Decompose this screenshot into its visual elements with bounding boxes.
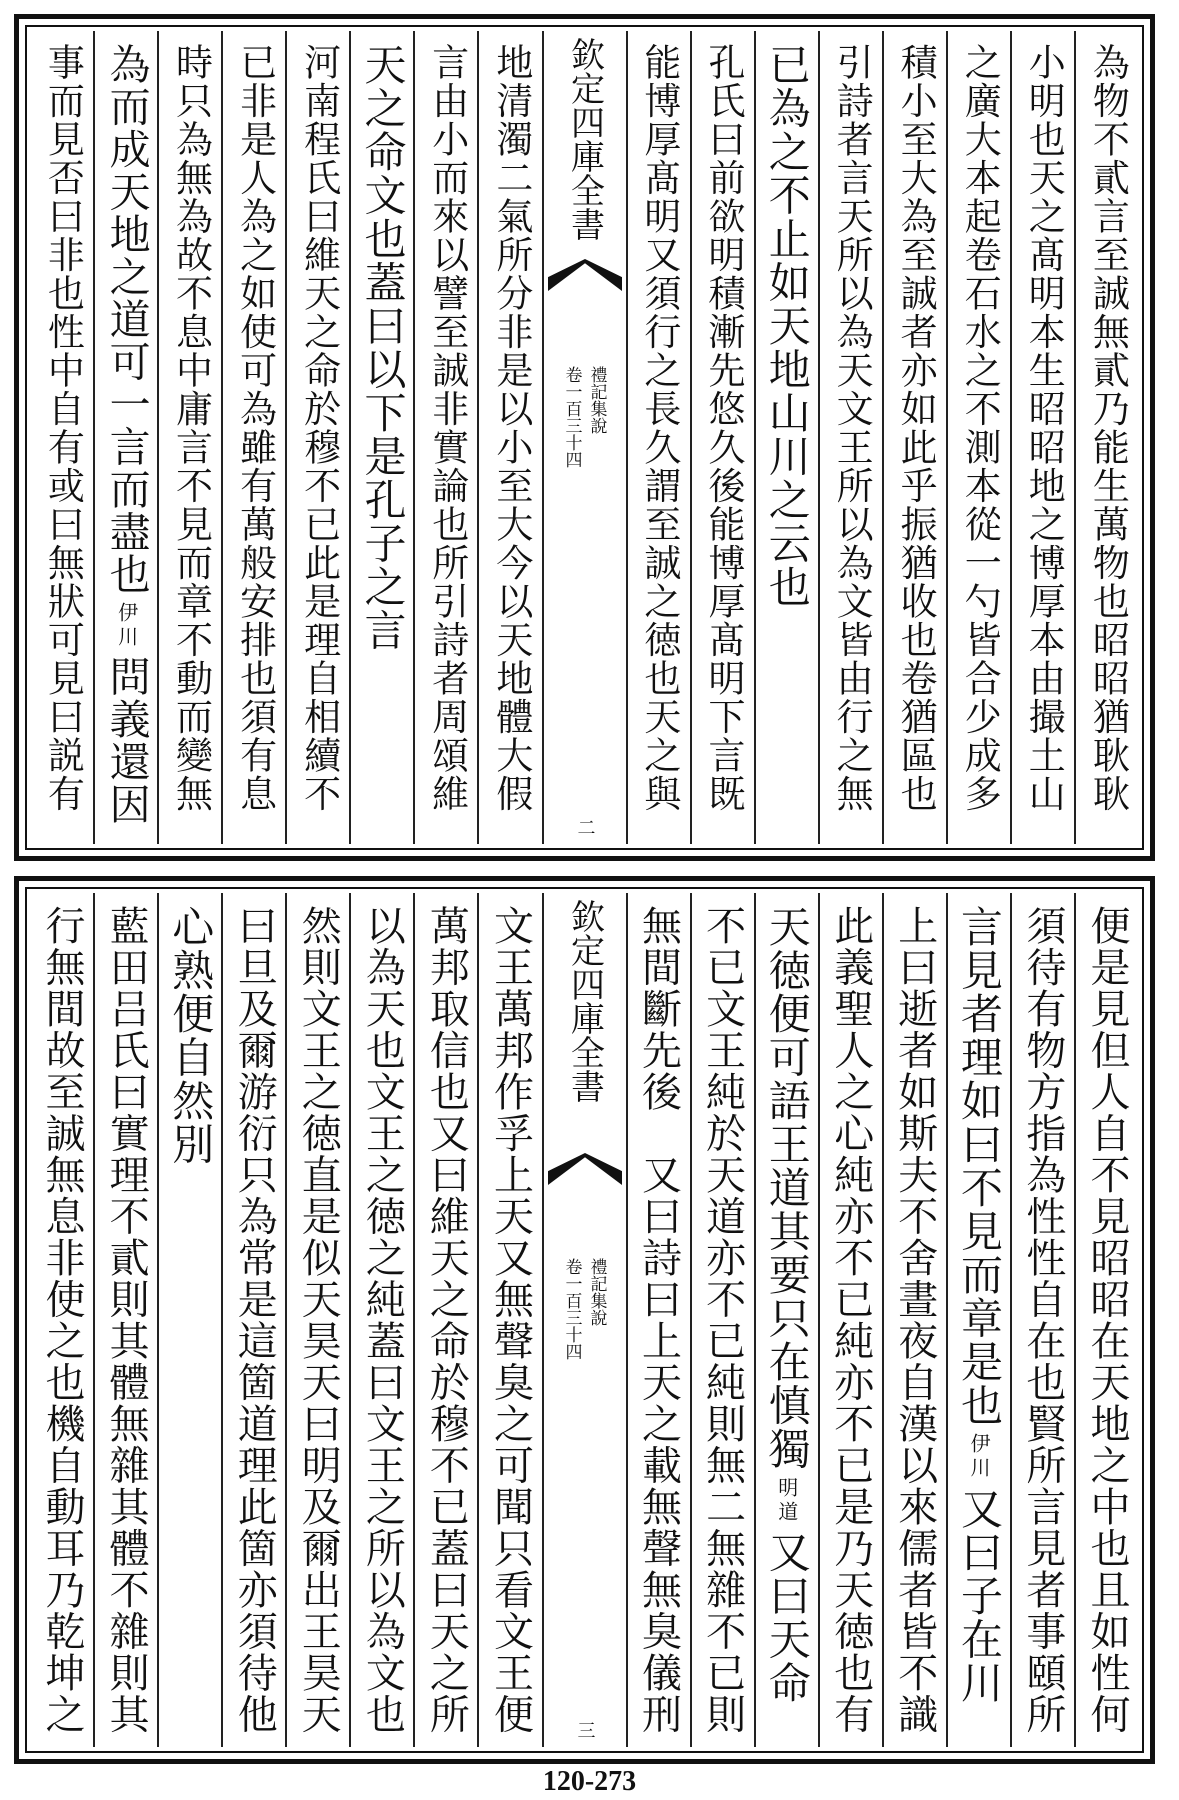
text-column <box>754 31 818 844</box>
column-text-continued: 又曰子在川 <box>954 1487 1004 1705</box>
column-text: 河南程氏曰維天之命於穆不已此是理自相續不 <box>297 43 341 813</box>
text-line <box>170 43 211 813</box>
column-text: 心熟便自然別 <box>166 905 216 1166</box>
text-line <box>894 43 938 813</box>
column-text: 已為之不止如天地山川之云也 <box>762 43 812 609</box>
text-line <box>298 43 339 813</box>
column-text: 無間斷先後 又曰詩曰上天之載無聲無臭儀刑 <box>635 905 682 1735</box>
page-panel-upper <box>14 14 1155 861</box>
text-line <box>358 43 408 652</box>
column-text: 以為天也文王之徳之純蓋曰文王之所以為文也 <box>359 905 406 1735</box>
column-text: 萬邦取信也又曰維天之命於穆不已蓋曰天之所 <box>423 905 470 1735</box>
text-column <box>690 31 754 844</box>
text-line <box>701 905 745 1735</box>
text-line <box>637 905 681 1735</box>
text-column <box>349 893 413 1747</box>
page-number: 120-273 <box>542 1766 637 1797</box>
fish-tail-mark <box>548 1153 622 1185</box>
text-column <box>157 893 221 1747</box>
text-column <box>1010 893 1074 1747</box>
column-text: 文王萬邦作孚上天又無聲臭之可聞只看文王便 <box>487 905 534 1735</box>
folio-number: 三 <box>574 1721 596 1739</box>
text-line <box>488 905 532 1735</box>
folio-number: 二 <box>574 818 596 836</box>
text-column <box>882 31 946 844</box>
column-text: 藍田吕氏曰實理不貳則其體無雜其體不雜則其 <box>103 905 150 1735</box>
volume-info <box>560 366 610 468</box>
text-column <box>413 893 477 1747</box>
text-line <box>234 43 275 813</box>
text-line <box>40 905 84 1735</box>
text-column <box>221 31 285 844</box>
text-line <box>959 43 1000 813</box>
column-text: 引詩者言天所以為天文王所以為文皆由行之無 <box>830 43 874 813</box>
text-line <box>830 43 874 813</box>
text-column <box>93 31 157 844</box>
column-text: 天徳便可語王道其要只在慎獨 <box>762 905 812 1471</box>
text-line <box>426 43 467 813</box>
column-text: 事而見否曰非也性中自有或曰無狀可見曰説有 <box>41 43 85 813</box>
text-line <box>956 905 1002 1705</box>
column-text: 小明也天之髙明本生昭昭地之博厚本由撮土山 <box>1022 43 1066 813</box>
column-text: 此義聖人之心純亦不已純亦不已是乃天徳也有 <box>827 905 874 1735</box>
text-column <box>946 31 1010 844</box>
annotation-note: 伊川 <box>966 1433 991 1481</box>
page-panel-lower <box>14 876 1155 1764</box>
book-name: 禮記集說 <box>586 1258 607 1326</box>
text-column <box>1074 893 1138 1747</box>
page-center-column <box>542 893 626 1747</box>
text-line <box>1085 905 1129 1735</box>
column-text: 為物不貳言至誠無貳乃能生萬物也昭昭猶耿耿 <box>1086 43 1130 813</box>
column-text: 為而成天地之道可一言而盡也 <box>102 43 151 596</box>
column-group <box>31 31 1138 844</box>
text-line <box>166 905 216 1166</box>
text-line <box>424 905 468 1735</box>
page-center-column <box>542 31 626 844</box>
volume-info <box>560 1258 610 1360</box>
annotation-note: 伊川 <box>114 601 139 650</box>
column-text: 行無間故至誠無息非使之也機自動耳乃乾坤之 <box>39 905 86 1735</box>
column-text: 言由小而來以譬至誠非實論也所引詩者周頌維 <box>425 43 469 813</box>
text-line <box>764 43 810 609</box>
text-line <box>638 43 679 813</box>
book-caption: 欽定四庫全書 <box>564 899 605 1103</box>
column-text: 上曰逝者如斯夫不舍晝夜自漢以來儒者皆不識 <box>891 905 938 1735</box>
text-column <box>93 893 157 1747</box>
text-line <box>702 43 743 813</box>
column-text: 能博厚髙明又須行之長久謂至誠之徳也天之與 <box>637 43 681 813</box>
text-line <box>296 905 340 1735</box>
book-name: 禮記集說 <box>586 366 607 434</box>
text-column <box>477 893 541 1747</box>
text-column <box>31 31 93 844</box>
text-column <box>157 31 221 844</box>
column-text: 不已文王純於天道亦不已純則無二無雜不已則 <box>699 905 746 1735</box>
column-text: 天之命文也蓋曰以下是孔子之言 <box>358 43 408 652</box>
text-line <box>1087 43 1128 813</box>
text-column <box>221 893 285 1747</box>
column-text: 孔氏曰前欲明積漸先悠久後能博厚髙明下言既 <box>701 43 745 813</box>
text-column <box>31 893 93 1747</box>
text-column <box>818 893 882 1747</box>
text-line <box>490 43 531 813</box>
text-column <box>626 31 690 844</box>
text-line <box>360 905 404 1735</box>
text-line <box>42 43 83 813</box>
text-column <box>413 31 477 844</box>
text-line <box>1021 905 1065 1735</box>
column-text: 地清濁二氣所分非是以小至大今以天地體大假 <box>489 43 533 813</box>
text-column <box>626 893 690 1747</box>
text-column <box>1010 31 1074 844</box>
text-column <box>477 31 541 844</box>
text-column <box>349 31 413 844</box>
column-group <box>31 893 1138 1747</box>
column-text: 積小至大為至誠者亦如此乎振猶收也卷猶區也 <box>894 43 938 813</box>
text-column <box>882 893 946 1747</box>
text-line <box>764 905 810 1705</box>
text-line <box>893 905 937 1735</box>
text-line <box>232 905 276 1735</box>
column-text: 便是見但人自不見昭昭在天地之中也且如性何 <box>1083 905 1130 1735</box>
book-caption: 欽定四庫全書 <box>564 37 605 241</box>
column-text: 須待有物方指為性性自在也賢所言見者事頤所 <box>1019 905 1066 1735</box>
text-column <box>690 893 754 1747</box>
text-column <box>1074 31 1138 844</box>
volume-label: 卷一百三十四 <box>561 366 582 468</box>
text-line <box>104 43 149 826</box>
column-text-continued: 問義還因 <box>102 655 151 826</box>
column-text: 之廣大本起卷石水之不測本從一勺皆合少成多 <box>958 43 1002 813</box>
text-line <box>1023 43 1064 813</box>
text-column <box>946 893 1010 1747</box>
column-text: 然則文王之徳直是似天昊天曰明及爾出王昊天 <box>295 905 342 1735</box>
text-column <box>818 31 882 844</box>
fish-tail-mark <box>548 259 622 291</box>
text-column <box>285 893 349 1747</box>
text-line <box>104 905 148 1735</box>
column-text: 已非是人為之如使可為雖有萬般安排也須有息 <box>233 43 277 813</box>
text-column <box>285 31 349 844</box>
column-text-continued: 又曰天命 <box>762 1530 812 1705</box>
annotation-note: 明道 <box>774 1476 799 1525</box>
volume-label: 卷一百三十四 <box>561 1258 582 1360</box>
column-text: 時只為無為故不息中庸言不見而章不動而變無 <box>169 43 213 813</box>
column-text: 曰旦及爾游衍只為常是這箇道理此箇亦須待他 <box>231 905 278 1735</box>
text-line <box>829 905 873 1735</box>
column-text: 言見者理如曰不見而章是也 <box>954 905 1004 1427</box>
text-column <box>754 893 818 1747</box>
